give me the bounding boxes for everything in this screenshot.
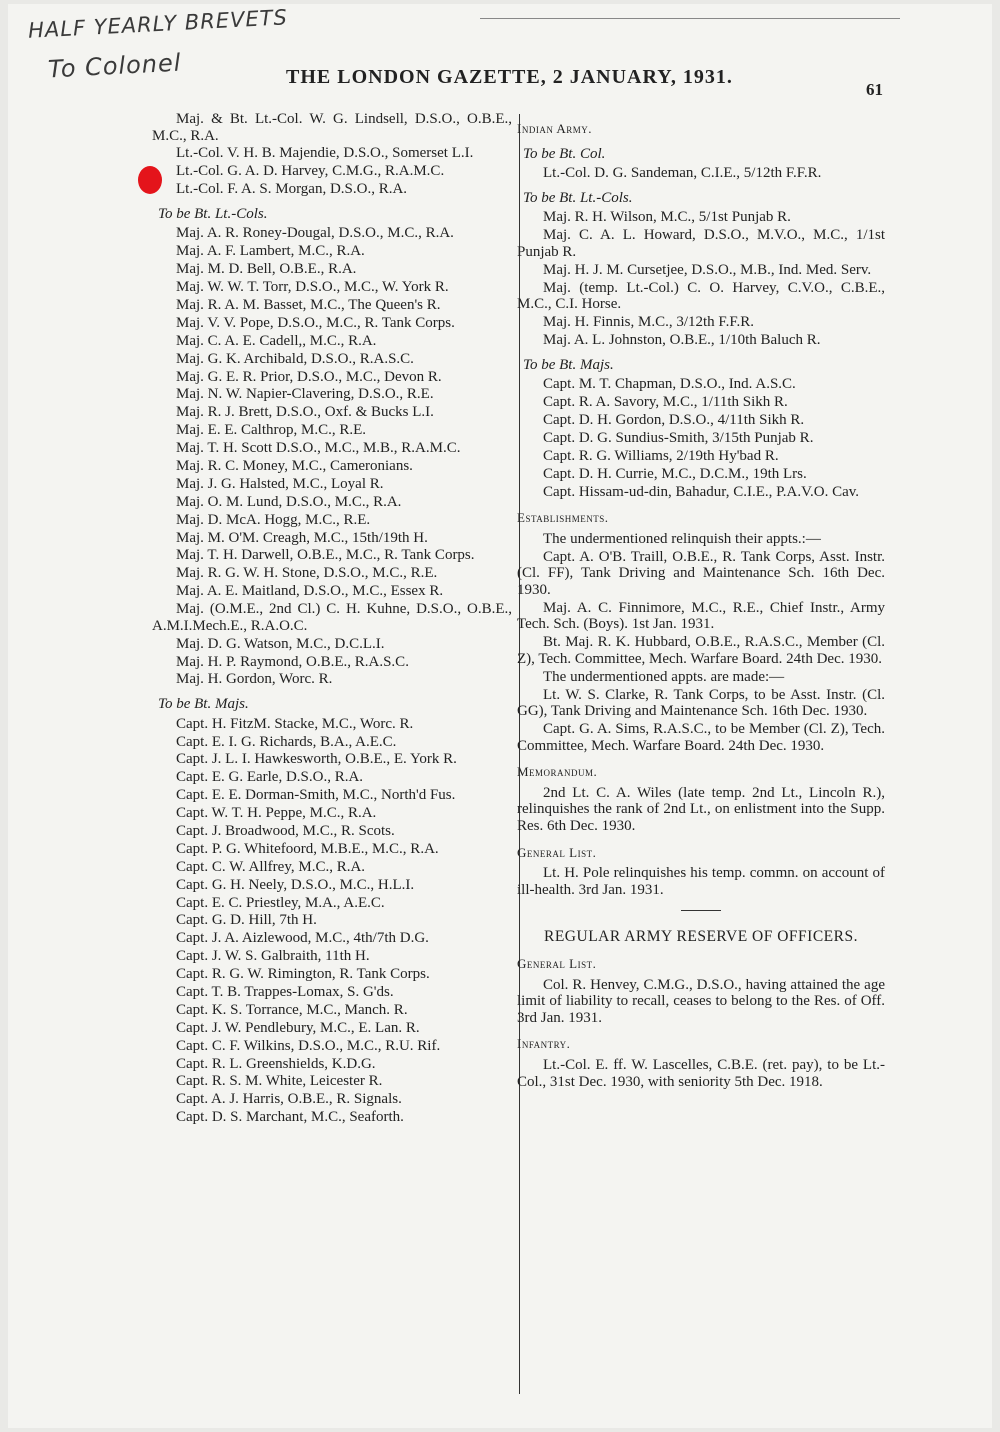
list-entry: Lt.-Col. G. A. D. Harvey, C.M.G., R.A.M.C. — [176, 163, 445, 180]
list-entry: Maj. R. A. M. Basset, M.C., The Queen's R. — [176, 297, 441, 314]
list-entry: Maj. M. O'M. Creagh, M.C., 15th/19th H. — [176, 529, 428, 546]
list-entry: Capt. C. W. Allfrey, M.C., R.A. — [176, 858, 366, 875]
list-entry: Maj. R. J. Brett, D.S.O., Oxf. & Bucks L.I. — [176, 404, 434, 421]
list-entry: Maj. M. D. Bell, O.B.E., R.A. — [176, 261, 357, 278]
list-entry: Maj. C. A. L. Howard, D.S.O., M.V.O., M.C., 1/1st Punjab R. — [517, 227, 885, 260]
list-entry: Maj. A. C. Finnimore, M.C., R.E., Chief Instr., Army Tech. Sch. (Boys). 1st Jan. 1931. — [517, 599, 885, 633]
list-entry: Lt.-Col. D. G. Sandeman, C.I.E., 5/12th F.F.R. — [543, 165, 822, 182]
list-entry: Capt. K. S. Torrance, M.C., Manch. R. — [176, 1001, 408, 1018]
list-entry: Capt. D. H. Gordon, D.S.O., 4/11th Sikh R. — [543, 411, 805, 428]
list-entry: Maj. R. G. W. H. Stone, D.S.O., M.C., R.E. — [176, 565, 438, 582]
list-entry: Maj. H. Finnis, M.C., 3/12th F.F.R. — [543, 314, 754, 331]
list-entry: Capt. D. H. Currie, M.C., D.C.M., 19th Lrs. — [543, 465, 807, 482]
list-entry: Lt.-Col. V. H. B. Majendie, D.S.O., Somerset L.I. — [176, 145, 474, 162]
section-general-list: General List. — [517, 844, 597, 860]
left-column — [152, 111, 512, 1127]
list-entry: Maj. D. McA. Hogg, M.C., R.E. — [176, 511, 371, 528]
list-entry: Capt. G. A. Sims, R.A.S.C., to be Member (Cl. Z), Tech. Committee, Mech. Warfare Board. 24th Dec. 1930. — [517, 721, 885, 754]
section-memorandum: Memorandum. — [517, 764, 598, 780]
subheading-bt-majs: To be Bt. Majs. — [523, 356, 614, 373]
list-entry: Capt. T. B. Trappes-Lomax, S. G'ds. — [176, 983, 394, 1000]
list-entry: Capt. R. G. Williams, 2/19th Hy'bad R. — [543, 447, 779, 464]
list-entry: Capt. J. Broadwood, M.C., R. Scots. — [176, 822, 395, 839]
list-entry: Maj. V. V. Pope, D.S.O., M.C., R. Tank Corps. — [176, 314, 455, 331]
list-entry: Capt. E. G. Earle, D.S.O., R.A. — [176, 769, 364, 786]
list-entry: Capt. R. G. W. Rimington, R. Tank Corps. — [176, 966, 430, 983]
reserve-general-list-entry: Col. R. Henvey, C.M.G., D.S.O., having attained the age limit of liability to recall, ceases to belong to the Res. of Off. 3rd Jan. 1931. — [517, 976, 885, 1026]
list-entry: Capt. D. S. Marchant, M.C., Seaforth. — [176, 1109, 404, 1126]
subheading-bt-lt-cols: To be Bt. Lt.-Cols. — [523, 189, 633, 206]
list-entry: Capt. J. W. Pendlebury, M.C., E. Lan. R. — [176, 1019, 420, 1036]
gazette-title: THE LONDON GAZETTE, 2 JANUARY, 1931. — [286, 66, 733, 88]
list-entry: Maj. W. W. T. Torr, D.S.O., M.C., W. York R. — [176, 279, 449, 296]
list-entry: Maj. A. L. Johnston, O.B.E., 1/10th Baluch R. — [543, 332, 821, 349]
list-entry: Maj. A. F. Lambert, M.C., R.A. — [176, 243, 365, 260]
list-entry: Capt. A. J. Harris, O.B.E., R. Signals. — [176, 1091, 402, 1108]
list-entry: Capt. G. D. Hill, 7th H. — [176, 912, 317, 929]
handwritten-note-line2: To Colonel — [47, 48, 183, 84]
list-entry: Capt. H. FitzM. Stacke, M.C., Worc. R. — [176, 715, 414, 732]
list-entry: Capt. A. O'B. Traill, O.B.E., R. Tank Corps, Asst. Instr. (Cl. FF), Tank Driving and Maintenance Sch. 16th Dec. 1930. — [517, 548, 885, 598]
section-rule — [681, 910, 721, 911]
list-entry: Capt. E. C. Priestley, M.A., A.E.C. — [176, 894, 385, 911]
handwritten-note-line1: HALF YEARLY BREVETS — [27, 5, 289, 43]
general-list-entry: Lt. H. Pole relinquishes his temp. commn. on account of ill-health. 3rd Jan. 1931. — [517, 865, 885, 898]
list-entry: Bt. Maj. R. K. Hubbard, O.B.E., R.A.S.C., Member (Cl. Z), Tech. Committee, Mech. Warfare Board. 24th Dec. 1930. — [517, 634, 885, 667]
top-rule — [480, 18, 900, 19]
section-establishments: Establishments. — [517, 510, 609, 526]
list-entry: Maj. H. Gordon, Worc. R. — [176, 671, 333, 688]
list-entry: Capt. M. T. Chapman, D.S.O., Ind. A.S.C. — [543, 376, 796, 393]
section-infantry: Infantry. — [517, 1036, 571, 1052]
list-entry: Capt. C. F. Wilkins, D.S.O., M.C., R.U. Rif. — [176, 1037, 441, 1054]
list-entry: Maj. (temp. Lt.-Col.) C. O. Harvey, C.V.O., C.B.E., M.C., C.I. Horse. — [517, 279, 885, 313]
list-entry: Maj. C. A. E. Cadell,, M.C., R.A. — [176, 332, 377, 349]
list-entry: Lt.-Col. F. A. S. Morgan, D.S.O., R.A. — [176, 181, 408, 198]
subheading-bt-col: To be Bt. Col. — [523, 145, 606, 162]
list-entry: Maj. T. H. Scott D.S.O., M.C., M.B., R.A.M.C. — [176, 440, 461, 457]
list-entry: Lt. W. S. Clarke, R. Tank Corps, to be Asst. Instr. (Cl. GG), Tank Driving and Maintenance Sch. 16th Dec. 1930. — [517, 686, 885, 720]
list-entry: Capt. R. S. M. White, Leicester R. — [176, 1073, 383, 1090]
list-entry: Capt. E. E. Dorman-Smith, M.C., North'd Fus. — [176, 787, 456, 804]
list-entry: Maj. H. P. Raymond, O.B.E., R.A.S.C. — [176, 653, 409, 670]
infantry-entry: Lt.-Col. E. ff. W. Lascelles, C.B.E. (ret. pay), to be Lt.-Col., 31st Dec. 1930, with seniority 5th Dec. 1918. — [517, 1056, 885, 1090]
list-entry: Capt. J. L. I. Hawkesworth, O.B.E., E. York R. — [176, 751, 457, 768]
right-column — [517, 111, 885, 1091]
list-entry: Maj. A. E. Maitland, D.S.O., M.C., Essex R. — [176, 583, 444, 600]
list-entry: Capt. P. G. Whitefoord, M.B.E., M.C., R.A. — [176, 840, 439, 857]
subheading-bt-lt-cols: To be Bt. Lt.-Cols. — [158, 205, 268, 222]
list-entry: Capt. R. L. Greenshields, K.D.G. — [176, 1055, 376, 1072]
list-entry: Maj. D. G. Watson, M.C., D.C.L.I. — [176, 635, 385, 652]
page-number: 61 — [866, 80, 883, 99]
section-general-list-2: General List. — [517, 955, 597, 971]
list-entry: Maj. A. R. Roney-Dougal, D.S.O., M.C., R.A. — [176, 225, 454, 242]
list-entry: Capt. R. A. Savory, M.C., 1/11th Sikh R. — [543, 394, 788, 411]
list-entry: Maj. R. C. Money, M.C., Cameronians. — [176, 458, 413, 475]
list-entry: Maj. R. H. Wilson, M.C., 5/1st Punjab R. — [543, 209, 791, 226]
list-entry: Maj. (O.M.E., 2nd Cl.) C. H. Kuhne, D.S.O., O.B.E., A.M.I.Mech.E., R.A.O.C. — [152, 601, 512, 634]
subheading-bt-majs: To be Bt. Majs. — [158, 696, 249, 713]
list-entry: Maj. G. E. R. Prior, D.S.O., M.C., Devon R. — [176, 368, 442, 385]
list-entry: Capt. Hissam-ud-din, Bahadur, C.I.E., P.A.V.O. Cav. — [543, 483, 860, 500]
list-entry: Capt. J. W. S. Galbraith, 11th H. — [176, 948, 370, 965]
list-entry: Maj. O. M. Lund, D.S.O., M.C., R.A. — [176, 493, 402, 510]
list-entry: Maj. G. K. Archibald, D.S.O., R.A.S.C. — [176, 350, 414, 367]
list-entry: The undermentioned appts. are made:— — [543, 668, 785, 685]
list-entry: Maj. & Bt. Lt.-Col. W. G. Lindsell, D.S.O., O.B.E., M.C., R.A. — [152, 111, 512, 144]
list-entry: Maj. J. G. Halsted, M.C., Loyal R. — [176, 475, 384, 492]
list-entry: Maj. N. W. Napier-Clavering, D.S.O., R.E. — [176, 386, 434, 403]
list-entry: Capt. W. T. H. Peppe, M.C., R.A. — [176, 805, 377, 822]
section-indian-army: Indian Army. — [517, 121, 592, 136]
list-entry: Maj. H. J. M. Cursetjee, D.S.O., M.B., Ind. Med. Serv. — [543, 261, 872, 278]
list-entry: Capt. J. A. Aizlewood, M.C., 4th/7th D.G. — [176, 930, 429, 947]
memorandum-entry: 2nd Lt. C. A. Wiles (late temp. 2nd Lt., Lincoln R.), relinquishes the rank of 2nd Lt., on enlistment into the Supp. Res. 6th Dec. 1930. — [517, 784, 885, 835]
list-entry: Capt. E. I. G. Richards, B.A., A.E.C. — [176, 733, 397, 750]
list-entry: Maj. E. E. Calthrop, M.C., R.E. — [176, 422, 366, 439]
list-entry: Maj. T. H. Darwell, O.B.E., M.C., R. Tank Corps. — [176, 547, 475, 564]
list-entry: The undermentioned relinquish their appts.:— — [543, 530, 821, 547]
list-entry: Capt. G. H. Neely, D.S.O., M.C., H.L.I. — [176, 876, 415, 893]
reserve-heading: REGULAR ARMY RESERVE OF OFFICERS. — [544, 928, 858, 946]
list-entry: Capt. D. G. Sundius-Smith, 3/15th Punjab R. — [543, 429, 814, 446]
